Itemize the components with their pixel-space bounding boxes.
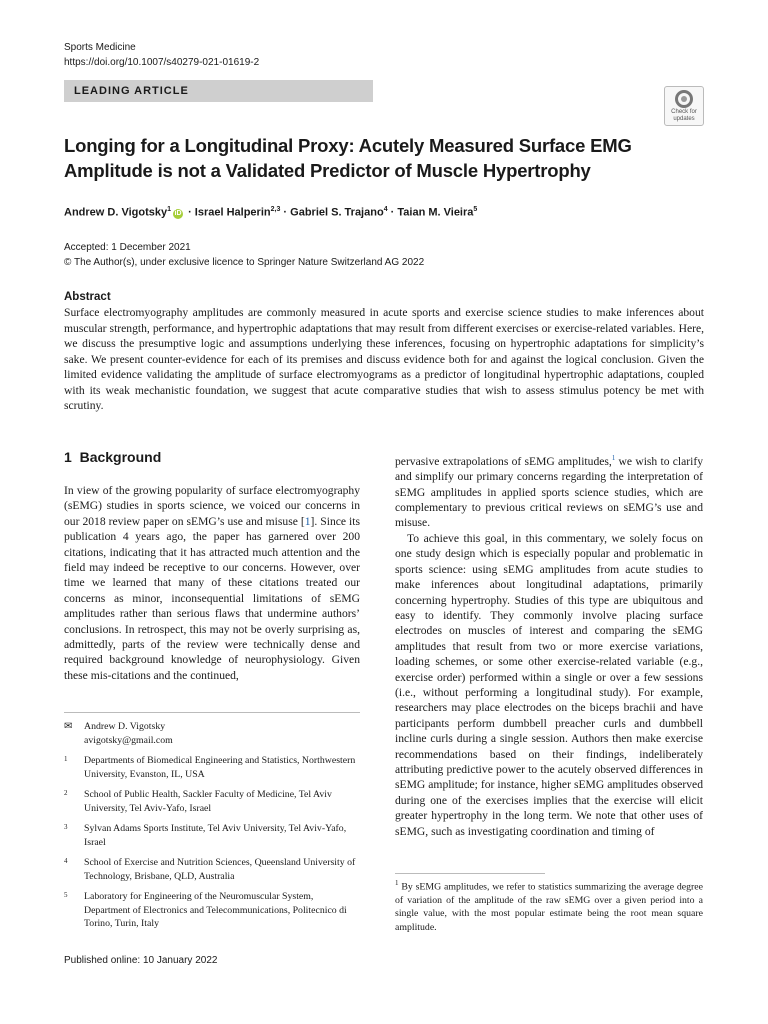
article-dates bbox=[64, 240, 424, 270]
article-type-banner: LEADING ARTICLE bbox=[64, 80, 373, 102]
paragraph-text: we wish to clarify and simplify our primary concerns regarding the interpretation of sEMG amplitudes in applied sports science studies, which are complementary to previous critical reviews on sEMG’s use and misuse. bbox=[395, 454, 703, 530]
doi-link[interactable]: https://doi.org/10.1007/s40279-021-01619-2 bbox=[64, 57, 260, 68]
paragraph-text: ]. Since its publication 4 years ago, the paper has garnered over 200 citations, indicating that it has attracted much attention and the field may indeed be receptive to our concerns. However, over time we learned that many of these citations treated our concerns as minor, inconsequential limitations of sEMG amplitudes rather than serious flaws that undermine authors’ conclusions. In retrospect, this may not be overly surprising as, admittedly, parts of the review were technically dense and required background knowledge of neurophysiology. Given these mis-citations and the continued, bbox=[64, 514, 360, 682]
journal-header bbox=[64, 40, 259, 70]
footnote-number: 1 bbox=[395, 879, 399, 887]
paragraph-text: In view of the growing popularity of surface electromyography (sEMG) studies in sports science, we voiced our concerns in our 2018 review paper on sEMG’s use and misuse [ bbox=[64, 484, 360, 528]
right-column bbox=[395, 451, 703, 839]
section-number: 1 bbox=[64, 449, 72, 465]
footnote bbox=[395, 877, 703, 934]
affiliation-text: School of Public Health, Sackler Faculty of Medicine, Tel Aviv University, Tel Aviv-Yafo, Israel bbox=[84, 789, 332, 814]
affiliation-number: 5 bbox=[64, 891, 68, 899]
author-affiliation-sup: 2,3 bbox=[270, 206, 281, 213]
author-affiliation-sup: 1 bbox=[167, 206, 172, 213]
affiliation-item bbox=[64, 856, 360, 883]
paragraph-text: pervasive extrapolations of sEMG amplitudes, bbox=[395, 454, 612, 468]
affiliation-number: 2 bbox=[64, 789, 68, 797]
author-separator: · bbox=[185, 206, 195, 219]
affiliation-text: Departments of Biomedical Engineering and Statistics, Northwestern University, Evanston, IL, USA bbox=[84, 755, 356, 780]
author-separator: · bbox=[387, 206, 398, 219]
affiliation-text: School of Exercise and Nutrition Sciences, Queensland University of Technology, Brisbane, QLD, Australia bbox=[84, 857, 356, 882]
affiliation-number: 4 bbox=[64, 857, 68, 865]
body-paragraph: To achieve this goal, in this commentary, we solely focus on one study design which is especially popular and problematic in sports science: using sEMG amplitudes from acute studies to make inferences about longitudinal adaptations, primarily concerning hypertrophy. Studies of this type are ubiquitous and easy to identify. They commonly involve placing surface electrodes on muscles of interest and comparing the sEMG amplitudes that result from two or more exercise variations, loading schemes, or some other exercise-related variable (e.g., exercise order) performed within a single or over a few sessions (i.e., without performing a longitudinal study). For example, researchers may place electrodes on the biceps brachii and have participants perform dumbbell preacher curls and dumbbell incline curls during a single session. Authors then make exercise recommendations based on their findings, indeliberately attributing predictive power to the acutely observed differences in sEMG amplitude; for instance, higher sEMG amplitudes observed during one of the exercises implies that the exercise will elicit greater hypertrophy in the long term. We note that other uses of sEMG, such as investigating coordination and timing of bbox=[395, 531, 703, 838]
check-for-label: Check for bbox=[671, 109, 697, 115]
section-title: Background bbox=[79, 449, 162, 465]
body-paragraph bbox=[395, 451, 703, 531]
affiliation-text: Laboratory for Engineering of the Neuromuscular System, Department of Electronics and Telecommunications, Politecnico di Torino, Turin, Italy bbox=[84, 891, 347, 929]
accepted-date: Accepted: 1 December 2021 bbox=[64, 242, 191, 253]
affiliation-item bbox=[64, 754, 360, 781]
envelope-icon: ✉ bbox=[64, 721, 73, 732]
footnote-marker[interactable]: 1 bbox=[611, 454, 616, 462]
author-name[interactable]: Taian M. Vieira bbox=[397, 206, 474, 219]
affiliations-block bbox=[64, 720, 360, 938]
body-paragraph bbox=[64, 483, 360, 683]
updates-label: updates bbox=[673, 116, 695, 122]
left-column bbox=[64, 483, 360, 683]
author-list bbox=[64, 202, 477, 221]
affiliation-item bbox=[64, 788, 360, 815]
affiliation-number: 3 bbox=[64, 823, 68, 831]
journal-name: Sports Medicine bbox=[64, 42, 136, 53]
check-for-updates-badge[interactable] bbox=[664, 86, 704, 126]
article-title: Longing for a Longitudinal Proxy: Acutely Measured Surface EMG Amplitude is not a Validated Predictor of Muscle Hypertrophy bbox=[64, 135, 632, 181]
orcid-icon[interactable]: iD bbox=[174, 209, 182, 217]
affiliation-number: 1 bbox=[64, 755, 68, 763]
affiliation-text: Sylvan Adams Sports Institute, Tel Aviv University, Tel Aviv-Yafo, Israel bbox=[84, 823, 347, 848]
author-separator: · bbox=[280, 206, 291, 219]
abstract-heading: Abstract bbox=[64, 291, 111, 303]
author-affiliation-sup: 4 bbox=[383, 206, 388, 213]
footnote-divider bbox=[64, 712, 360, 713]
published-date: Published online: 10 January 2022 bbox=[64, 955, 218, 966]
affiliation-item bbox=[64, 822, 360, 849]
citation-link[interactable]: 1 bbox=[304, 514, 311, 528]
footnote-text: By sEMG amplitudes, we refer to statistics summarizing the average degree of variation of the amplitude of the raw sEMG over a given period into a single value, with the most popular estimate being the root mean square amplitude. bbox=[395, 881, 703, 933]
correspondence bbox=[64, 720, 360, 747]
footnote-divider bbox=[395, 873, 545, 874]
affiliation-item bbox=[64, 890, 360, 931]
author-name[interactable]: Israel Halperin bbox=[194, 206, 271, 219]
section-heading bbox=[64, 449, 161, 465]
correspondence-name: Andrew D. Vigotsky bbox=[84, 721, 166, 732]
copyright-line: © The Author(s), under exclusive licence to Springer Nature Switzerland AG 2022 bbox=[64, 257, 425, 268]
correspondence-email[interactable]: avigotsky@gmail.com bbox=[84, 734, 173, 746]
abstract-text: Surface electromyography amplitudes are commonly measured in acute sports and exercise science studies to make inferences about muscular strength, performance, and hypertrophic adaptations that may result from different exercises or exercise-related variables. Here, we discuss the presumptive logic and assumptions underlying these inferences, focusing on hypertrophic adaptations for simplicity’s sake. We present counter-evidence for each of its premises and discuss evidence both for and against the logical conclusion. Given the limited evidence validating the amplitude of surface electromyograms as a predictor of longitudinal hypertrophic adaptations, coupled with its weak mechanistic foundation, we suggest that acute comparative studies that wish to assess stimulus potency be met with scrutiny. bbox=[64, 306, 704, 412]
author-name[interactable]: Gabriel S. Trajano bbox=[290, 206, 384, 219]
crossmark-icon bbox=[675, 90, 693, 108]
author-affiliation-sup: 5 bbox=[473, 206, 478, 213]
author-name[interactable]: Andrew D. Vigotsky bbox=[64, 206, 168, 219]
